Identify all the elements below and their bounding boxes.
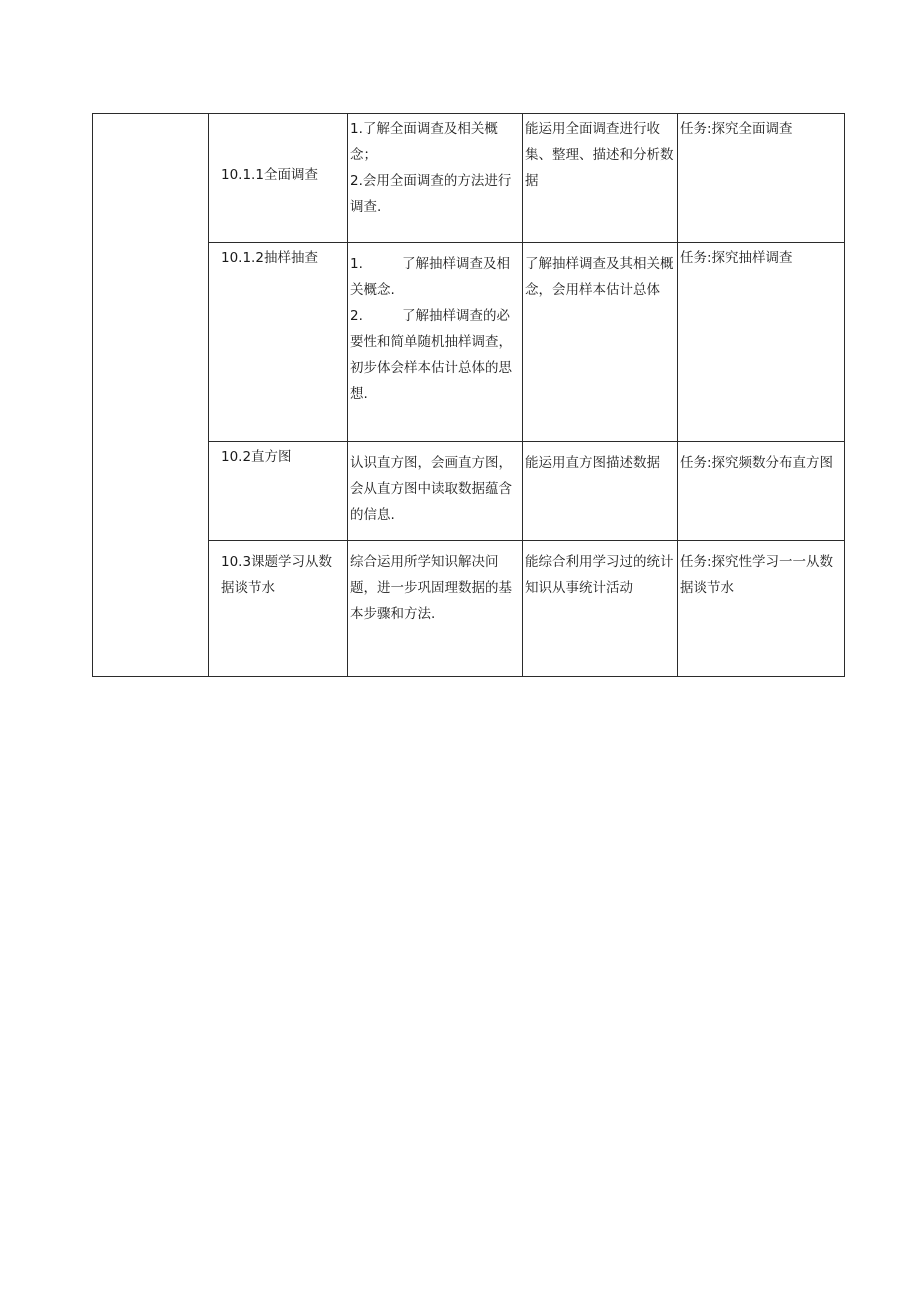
goal-number: 1. <box>350 256 363 272</box>
goals-cell <box>348 442 523 541</box>
ability-cell <box>523 114 678 243</box>
ability-cell <box>523 442 678 541</box>
goals-text: 综合运用所学知识解决问题，进一步巩固理数据的基本步骤和方法. <box>350 554 512 622</box>
section-cell <box>209 243 348 442</box>
goal-item <box>350 251 520 303</box>
goals-cell <box>348 243 523 442</box>
task-cell <box>678 442 845 541</box>
section-cell <box>209 442 348 541</box>
ability-text: 能综合利用学习过的统计知识从事统计活动 <box>525 554 674 596</box>
task-text: 任务:探究全面调查 <box>680 121 793 137</box>
goal-number: 2. <box>350 308 363 324</box>
task-cell <box>678 114 845 243</box>
task-cell <box>678 541 845 677</box>
task-text: 任务:探究性学习一一从数据谈节水 <box>680 554 834 596</box>
ability-text: 能运用全面调查进行收集、整理、描述和分析数据 <box>525 121 674 189</box>
goal-text: 了解抽样调查及相关概念. <box>350 256 510 298</box>
goals-text: 认识直方图，会画直方图，会从直方图中读取数据蕴含的信息. <box>350 455 512 523</box>
unit-cell <box>93 114 209 677</box>
section-cell <box>209 114 348 243</box>
goal-text: 了解抽样调查的必要性和简单随机抽样调查，初步体会样本估计总体的思想. <box>350 308 512 402</box>
section-title: 10.1.2抽样抽查 <box>221 250 318 266</box>
goal-item <box>350 303 520 407</box>
section-title: 10.1.1全面调查 <box>221 167 318 183</box>
ability-text: 了解抽样调查及其相关概念，会用样本估计总体 <box>525 256 674 298</box>
section-title: 10.3课题学习从数据谈节水 <box>221 554 333 596</box>
task-cell <box>678 243 845 442</box>
ability-text: 能运用直方图描述数据 <box>525 455 660 471</box>
goal-line: 1.了解全面调查及相关概念； <box>350 121 498 163</box>
section-title: 10.2直方图 <box>221 449 292 465</box>
ability-cell <box>523 541 678 677</box>
task-text: 任务:探究频数分布直方图 <box>680 455 834 471</box>
goals-cell <box>348 541 523 677</box>
curriculum-table <box>92 113 845 677</box>
goals-cell <box>348 114 523 243</box>
goal-line: 2.会用全面调查的方法进行调查. <box>350 173 512 215</box>
table-row <box>93 114 845 243</box>
section-cell <box>209 541 348 677</box>
task-text: 任务:探究抽样调查 <box>680 250 793 266</box>
ability-cell <box>523 243 678 442</box>
